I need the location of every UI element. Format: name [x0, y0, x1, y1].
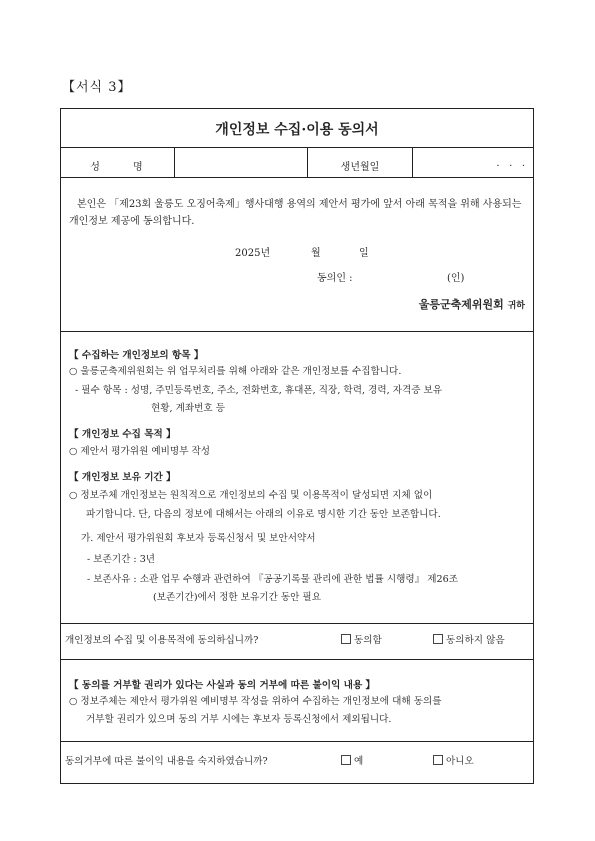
checkbox-icon [433, 755, 443, 765]
checkbox-acknowledge-yes[interactable] [341, 755, 363, 769]
checkbox-icon [433, 634, 443, 644]
retention-line-2: 파기합니다. 단, 다음의 정보에 대해서는 아래의 이유로 명시한 기간 동안 보존합니다. [86, 509, 441, 520]
checkbox-acknowledge-no[interactable] [433, 755, 474, 769]
divider [61, 623, 533, 624]
section-heading-items: 【 수집하는 개인정보의 항목 】 [69, 350, 204, 361]
checkbox-icon [341, 634, 351, 644]
name-field[interactable] [177, 149, 305, 175]
question-acknowledge: 동의거부에 따른 불이익 내용을 숙지하였습니까? [65, 756, 268, 767]
items-line-2: - 필수 항목 : 성명, 주민등록번호, 주소, 전화번호, 휴대폰, 직장, 학력, 경력, 자격증 보유 [75, 385, 443, 396]
date-year: 2025년 [235, 248, 271, 259]
recipient-suffix: 귀하 [507, 301, 525, 311]
birth-field[interactable]: . . . [496, 158, 525, 169]
checkbox-consent-yes[interactable] [341, 634, 382, 648]
seal-mark: (인) [447, 273, 465, 284]
checkbox-icon [341, 755, 351, 765]
retention-line-4: - 보존기간 : 3년 [87, 554, 156, 565]
option-label: 예 [354, 756, 364, 767]
divider [174, 147, 175, 177]
retention-line-6: (보존기간)에서 정한 보유기간 동안 필요 [153, 592, 321, 603]
birth-label: 생년월일 [340, 162, 380, 173]
checkbox-consent-no[interactable] [433, 634, 505, 648]
section-heading-refusal: 【 동의를 거부할 권리가 있다는 사실과 동의 거부에 따른 불이익 내용 】 [69, 680, 376, 691]
divider [61, 177, 533, 178]
signer-label: 동의인 : [317, 273, 353, 284]
option-label: 동의함 [354, 635, 382, 646]
intro-paragraph: 본인은 「제23회 울릉도 오징어축제」행사대행 용역의 제안서 평가에 앞서 아래 목적을 위해 사용되는 개인정보 제공에 동의합니다. [69, 199, 522, 227]
form-title: 개인정보 수집·이용 동의서 [215, 122, 379, 138]
recipient [419, 296, 525, 312]
form-number-label: 【서식 3】 [62, 80, 132, 95]
divider [412, 147, 413, 177]
retention-line-1: ○ 정보주체 개인정보는 원칙적으로 개인정보의 수집 및 이용목적이 달성되면 지체 없이 [69, 490, 433, 501]
retention-line-5: - 보존사유 : 소관 업무 수행과 관련하여 『공공기록물 관리에 관한 법률 시행령』 제26조 [87, 574, 459, 585]
items-line-1: ○ 울릉군축제위원회는 위 업무처리를 위해 아래와 같은 개인정보를 수집합니다. [69, 366, 402, 377]
purpose-line-1: ○ 제안서 평가위원 예비명부 작성 [69, 446, 211, 457]
section-heading-retention: 【 개인정보 보유 기간 】 [69, 472, 176, 483]
retention-line-3: 가. 제안서 평가위원회 후보자 등록신청서 및 보안서약서 [81, 533, 316, 544]
name-label: 성 명 [90, 162, 145, 173]
option-label: 아니오 [446, 756, 474, 767]
section-heading-purpose: 【 개인정보 수집 목적 】 [69, 429, 176, 440]
option-label: 동의하지 않음 [446, 635, 505, 646]
consent-form [60, 108, 534, 784]
divider [61, 331, 533, 332]
divider [61, 659, 533, 660]
date-day: 일 [359, 248, 369, 259]
items-line-3: 현황, 계좌번호 등 [151, 403, 226, 414]
refusal-line-1: ○ 정보주체는 제안서 평가위원 예비명부 작성을 위하여 수집하는 개인정보에 대해 동의를 [69, 696, 442, 707]
question-consent: 개인정보의 수집 및 이용목적에 동의하십니까? [65, 635, 259, 646]
divider [61, 147, 533, 148]
recipient-org: 울릉군축제위원회 [418, 298, 504, 311]
date-month: 월 [311, 248, 321, 259]
divider [61, 741, 533, 742]
refusal-line-2: 거부할 권리가 있으며 동의 거부 시에는 후보자 등록신청에서 제외됩니다. [86, 714, 392, 725]
